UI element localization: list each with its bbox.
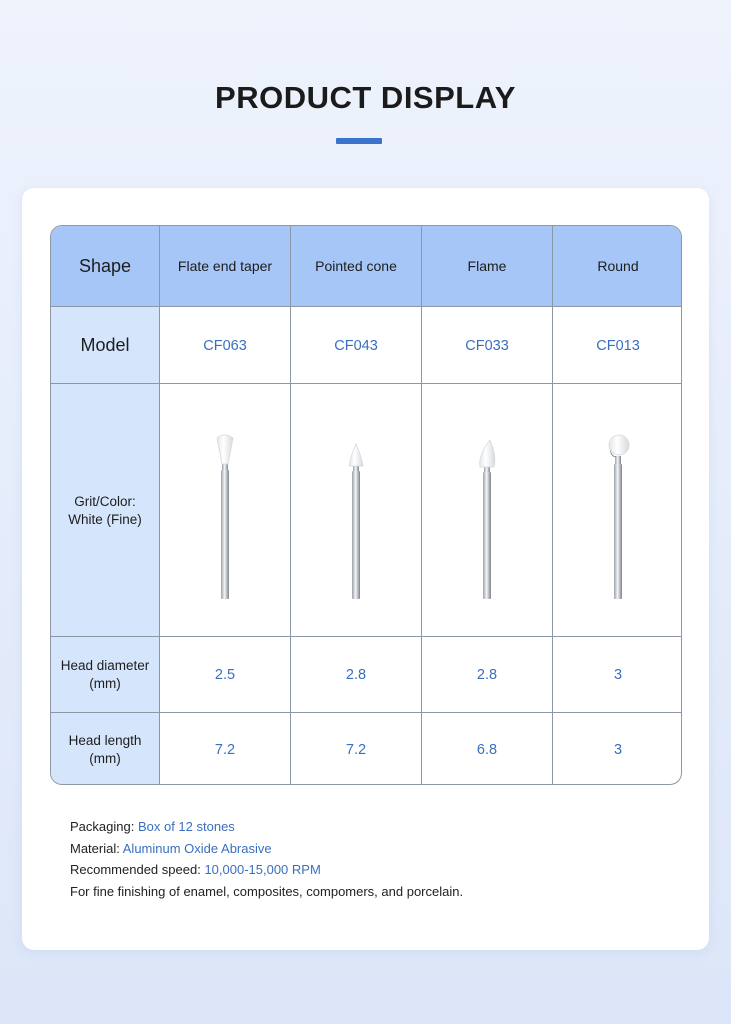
- grit-label-line1: Grit/Color:: [74, 493, 136, 509]
- page-title: PRODUCT DISPLAY: [215, 80, 516, 115]
- product-table: [50, 225, 682, 785]
- diameter-row: [51, 636, 681, 713]
- length-cell: 7.2: [159, 713, 290, 785]
- round-stone-icon: [598, 411, 638, 611]
- diameter-cell: 2.8: [421, 637, 552, 713]
- diameter-cell: 3: [552, 637, 682, 713]
- model-row: [51, 306, 681, 384]
- material-line: [70, 838, 463, 860]
- shape-cell: Flate end taper: [159, 226, 290, 306]
- length-row: [51, 712, 681, 785]
- model-cell: CF033: [421, 307, 552, 384]
- speed-label: Recommended speed:: [70, 862, 201, 878]
- speed-line: [70, 859, 463, 881]
- grit-label: [51, 384, 159, 637]
- speed-value: 10,000-15,000 RPM: [204, 862, 321, 878]
- model-cell: CF043: [290, 307, 421, 384]
- pointed-cone-stone-icon: [336, 411, 376, 611]
- diameter-label: [51, 637, 159, 713]
- model-cell: CF013: [552, 307, 682, 384]
- material-label: Material:: [70, 840, 120, 856]
- length-label: [51, 713, 159, 785]
- material-value: Aluminum Oxide Abrasive: [122, 840, 272, 856]
- length-label-line1: Head length: [68, 733, 142, 748]
- flat-end-taper-stone-icon: [205, 411, 245, 611]
- diameter-cell: 2.8: [290, 637, 421, 713]
- grit-label-line2: White (Fine): [68, 511, 142, 527]
- shape-cell: Round: [552, 226, 682, 306]
- shape-cell: Flame: [421, 226, 552, 306]
- diameter-cell: 2.5: [159, 637, 290, 713]
- packaging-value: Box of 12 stones: [137, 819, 235, 834]
- length-label-line2: (mm): [89, 751, 121, 766]
- model-label: Model: [51, 307, 159, 384]
- shape-label: Shape: [78, 255, 132, 276]
- length-cell: 7.2: [290, 713, 421, 785]
- shape-cell: Pointed cone: [290, 226, 421, 306]
- diameter-label-line2: (mm): [89, 676, 121, 691]
- length-cell: 3: [552, 713, 682, 785]
- packaging-line: [70, 816, 463, 838]
- diameter-label-line1: Head diameter: [60, 658, 150, 673]
- shape-row: [51, 226, 681, 306]
- flame-stone-icon: [467, 411, 507, 611]
- title-underline: [336, 138, 382, 144]
- packaging-label: Packaging:: [70, 819, 135, 834]
- product-notes: [70, 816, 463, 903]
- model-cell: CF063: [159, 307, 290, 384]
- grit-row: [51, 383, 681, 637]
- usage-line: For fine finishing of enamel, composites, compomers, and porcelain.: [70, 884, 464, 900]
- length-cell: 6.8: [421, 713, 552, 785]
